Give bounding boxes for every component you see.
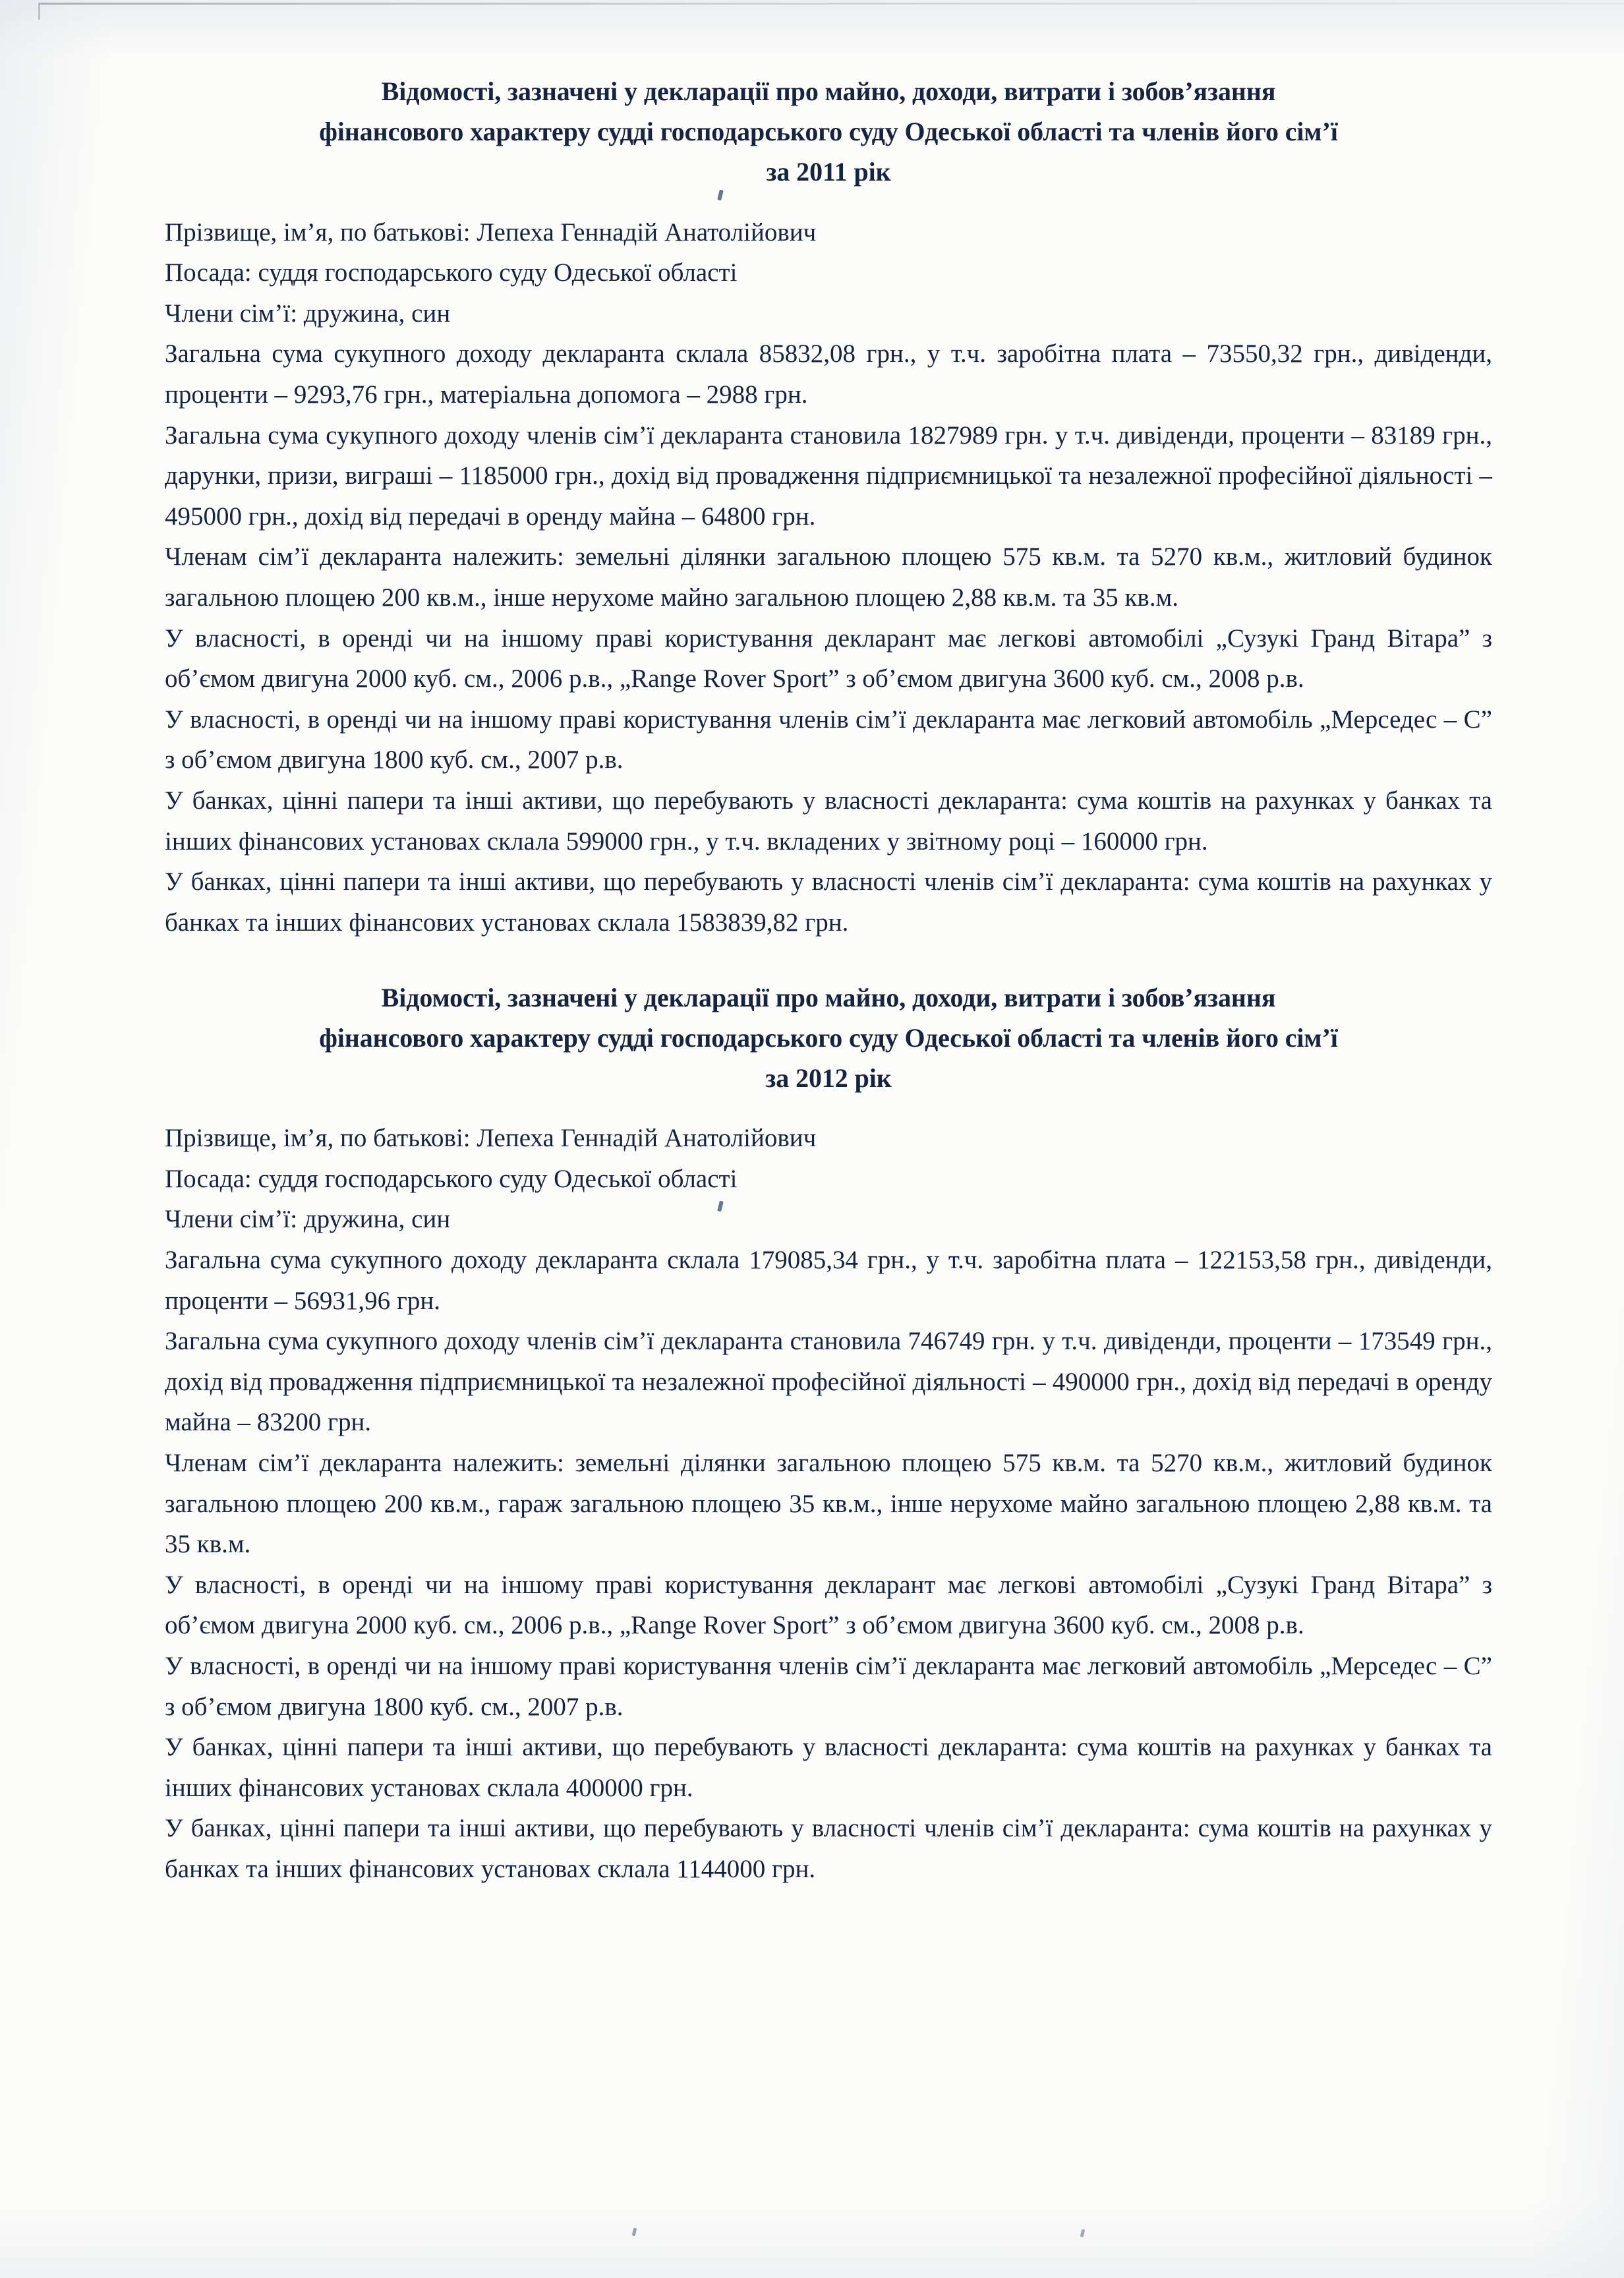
para-family-vehicles-2012: У власності, в оренді чи на іншому праві користування членів сім’ї декларанта має легковий автомобіль „Мерседес – С” з об’ємом двигуна 1800 куб. см., 2007 р.в. [165, 1652, 1492, 1721]
para-family-banks-2012: У банках, цінні папери та інші активи, що перебувають у власності членів сім’ї декларанта: сума коштів на рахунках у банках та інших фінансових установах склала 1144000 грн. [165, 1814, 1492, 1884]
heading-2012-line2: фінансового характеру судді господарського суду Одеської області та членів його сім’ї [319, 1022, 1338, 1053]
para-declarant-banks-2012: У банках, цінні папери та інші активи, що перебувають у власності декларанта: сума коштів на рахунках у банках та інших фінансових установах склала 400000 грн. [165, 1733, 1492, 1802]
para-family-income-2012: Загальна сума сукупного доходу членів сім’ї декларанта становила 746749 грн. у т.ч. дивіденди, проценти – 173549 грн., дохід від провадження підприємницької та незалежної професійної діяльності – 490000 грн., дохід від передачі в оренду майна – 83200 грн. [165, 1327, 1492, 1437]
para-declarant-income-2011: Загальна сума сукупного доходу декларанта склала 85832,08 грн., у т.ч. заробітна плата – 73550,32 грн., дивіденди, проценти – 9293,76 грн., матеріальна допомога – 2988 грн. [165, 339, 1492, 409]
heading-2011-line2: фінансового характеру судді господарського суду Одеської області та членів його сім’ї [319, 117, 1338, 147]
para-declarant-vehicles-2011: У власності, в оренді чи на іншому праві користування декларант має легкові автомобілі „Сузукі Гранд Вітара” з об’ємом двигуна 2000 куб. см., 2006 р.в., „Range Rover Sport” з об’ємом двигуна 3600 куб. см., 2008 р.в. [165, 624, 1492, 693]
scan-edge-left [38, 3, 40, 20]
heading-2011-line3: за 2011 рік [766, 157, 891, 187]
heading-2012-line1: Відомості, зазначені у декларації про майно, доходи, витрати і зобов’язання [381, 982, 1276, 1012]
para-family-income-2011: Загальна сума сукупного доходу членів сім’ї декларанта становила 1827989 грн. у т.ч. дивіденди, проценти – 83189 грн., дарунки, призи, виграші – 1185000 грн., дохід від провадження підприємницької та незалежної професійної діяльності – 495000 грн., дохід від передачі в оренду майна – 64800 грн. [165, 421, 1492, 531]
heading-2011 [165, 71, 1492, 192]
para-declarant-banks-2011: У банках, цінні папери та інші активи, що перебувають у власності декларанта: сума коштів на рахунках у банках та інших фінансових установах склала 599000 грн., у т.ч. вкладених у звітному році – 160000 грн. [165, 786, 1492, 856]
field-family-members-2011: Члени сім’ї: дружина, син [165, 299, 451, 328]
para-family-banks-2011: У банках, цінні папери та інші активи, що перебувають у власності членів сім’ї декларанта: сума коштів на рахунках у банках та інших фінансових установах склала 1583839,82 грн. [165, 867, 1492, 937]
section-2012 [165, 978, 1492, 1890]
document-content [165, 0, 1492, 1890]
field-name-2011: Прізвище, ім’я, по батькові: Лепеха Геннадій Анатолійович [165, 218, 817, 247]
para-family-property-2011: Членам сім’ї декларанта належить: земельні ділянки загальною площею 575 кв.м. та 5270 кв.м., житловий будинок загальною площею 200 кв.м., інше нерухоме майно загальною площею 2,88 кв.м. та 35 кв.м. [165, 542, 1492, 612]
para-declarant-income-2012: Загальна сума сукупного доходу декларанта склала 179085,34 грн., у т.ч. заробітна плата – 122153,58 грн., дивіденди, проценти – 56931,96 грн. [165, 1245, 1492, 1315]
field-family-members-2012: Члени сім’ї: дружина, син [165, 1205, 451, 1234]
heading-2011-line1: Відомості, зазначені у декларації про майно, доходи, витрати і зобов’язання [381, 76, 1276, 106]
heading-2012-line3: за 2012 рік [765, 1063, 892, 1093]
para-family-property-2012: Членам сім’ї декларанта належить: земельні ділянки загальною площею 575 кв.м. та 5270 кв.м., житловий будинок загальною площею 200 кв.м., гараж загальною площею 35 кв.м., інше нерухоме майно загальною площею 2,88 кв.м. та 35 кв.м. [165, 1448, 1492, 1559]
para-declarant-vehicles-2012: У власності, в оренді чи на іншому праві користування декларант має легкові автомобілі „Сузукі Гранд Вітара” з об’ємом двигуна 2000 куб. см., 2006 р.в., „Range Rover Sport” з об’ємом двигуна 3600 куб. см., 2008 р.в. [165, 1570, 1492, 1640]
heading-2012 [165, 978, 1492, 1099]
field-position-2012: Посада: суддя господарського суду Одеської області [165, 1164, 738, 1193]
field-position-2011: Посада: суддя господарського суду Одеської області [165, 258, 738, 287]
field-name-2012: Прізвище, ім’я, по батькові: Лепеха Геннадій Анатолійович [165, 1124, 817, 1153]
para-family-vehicles-2011: У власності, в оренді чи на іншому праві користування членів сім’ї декларанта має легковий автомобіль „Мерседес – С” з об’ємом двигуна 1800 куб. см., 2007 р.в. [165, 705, 1492, 774]
section-2011 [165, 71, 1492, 943]
